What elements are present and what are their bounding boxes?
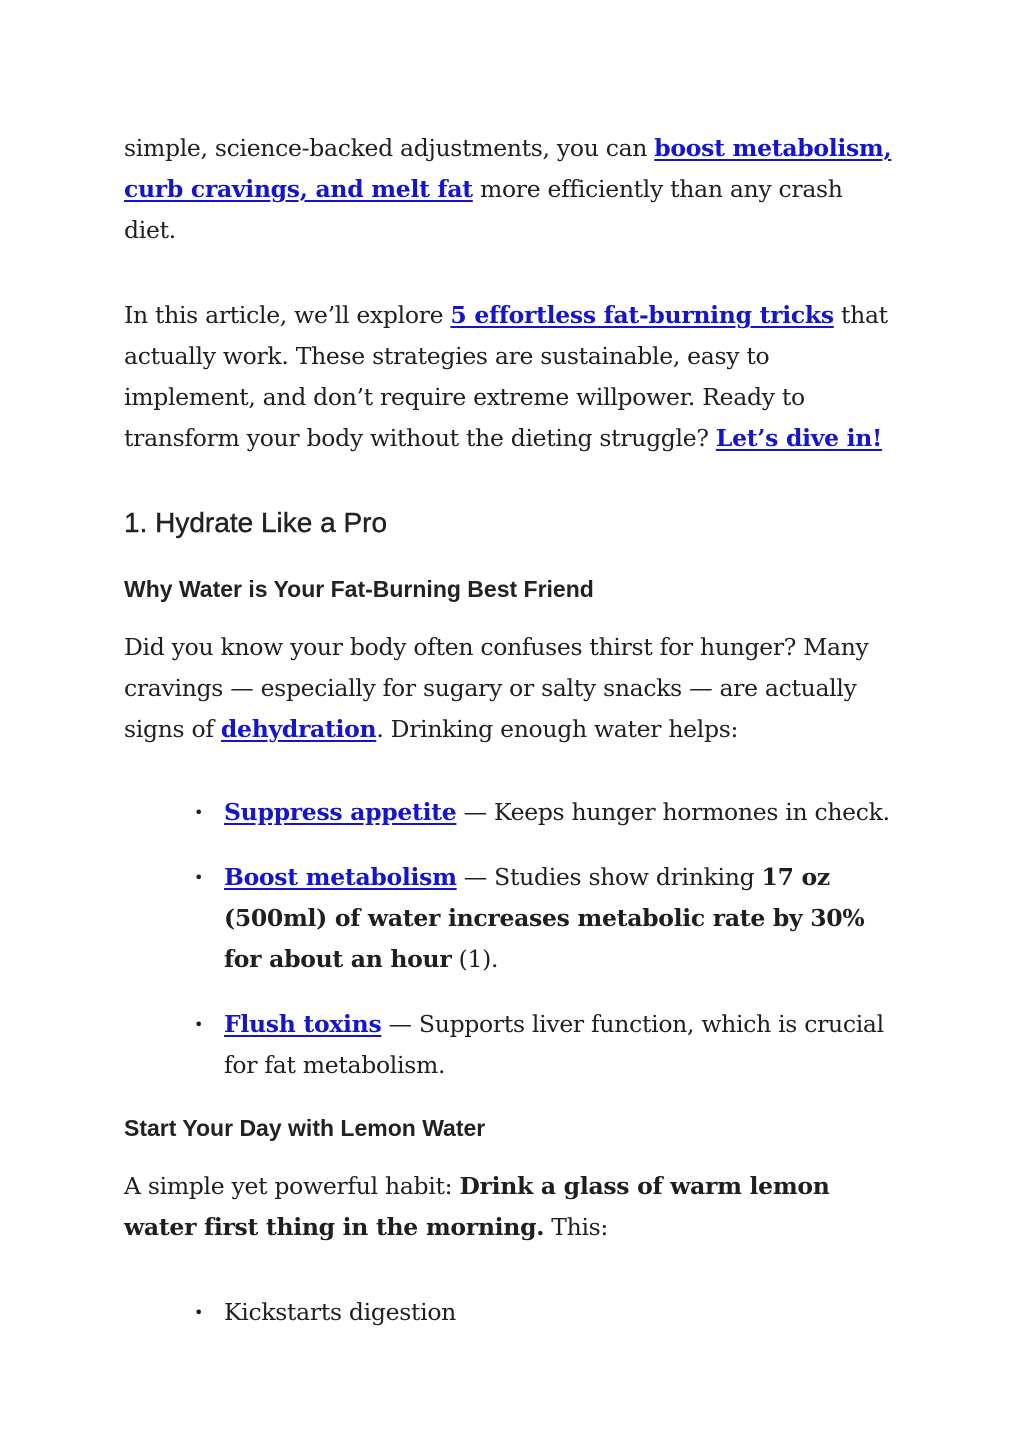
subheading-water-friend: Why Water is Your Fat-Burning Best Friend (124, 576, 594, 602)
list-item-text: — Supports liver function, which is crucial for fat metabolism. (224, 1010, 884, 1079)
water-text-1: Did you know your body often confuses thirst for hunger? Many cravings — especially for sugary or salty snacks — are actually signs of (124, 633, 869, 743)
lemon-paragraph (124, 1166, 894, 1248)
boost-metabolism-link[interactable]: boost metabolism, curb cravings, and melt fat (124, 134, 892, 203)
section-heading-hydrate: 1. Hydrate Like a Pro (124, 507, 388, 538)
fat-burning-tricks-link[interactable]: 5 effortless fat-burning tricks (450, 301, 834, 329)
suppress-appetite-link[interactable]: Suppress appetite (224, 798, 457, 826)
intro-text-1: simple, science-backed adjustments, you can (124, 134, 655, 162)
intro-text-4: that actually work. These strategies are sustainable, easy to implement, and don’t require extreme willpower. Ready to transform your body without the dieting struggle? (124, 301, 888, 452)
boost-metabolism-list-link[interactable]: Boost metabolism (224, 863, 457, 891)
list-item (194, 1292, 894, 1333)
dive-in-link[interactable]: Let’s dive in! (715, 424, 883, 452)
citation-text: (1). (451, 945, 499, 973)
lemon-benefits-list (124, 1292, 894, 1333)
lemon-bold-text: Drink a glass of warm lemon water first thing in the morning. (124, 1172, 830, 1241)
list-item-text: — Studies show drinking (456, 863, 762, 891)
bullet-icon: • (194, 1303, 204, 1322)
list-item-bold-text: 17 oz (500ml) of water increases metabolic rate by 30% for about an hour (224, 863, 865, 973)
list-item-text: Kickstarts digestion (224, 1298, 457, 1326)
list-item (194, 857, 894, 980)
lemon-text-2: This: (544, 1213, 609, 1241)
article-content (124, 128, 894, 1349)
subheading-lemon-water: Start Your Day with Lemon Water (124, 1115, 486, 1141)
list-item (194, 792, 894, 833)
intro-paragraph-1 (124, 128, 894, 251)
bullet-icon: • (194, 803, 204, 822)
intro-text-3: In this article, we’ll explore (124, 301, 451, 329)
list-item (194, 1004, 894, 1086)
water-paragraph (124, 627, 894, 750)
dehydration-link[interactable]: dehydration (220, 715, 377, 743)
flush-toxins-link[interactable]: Flush toxins (224, 1010, 382, 1038)
bullet-icon: • (194, 868, 204, 887)
water-text-2: . Drinking enough water helps: (376, 715, 739, 743)
intro-paragraph-2 (124, 295, 894, 459)
list-item-text: — Keeps hunger hormones in check. (456, 798, 890, 826)
lemon-text-1: A simple yet powerful habit: (124, 1172, 460, 1200)
intro-text-2: more efficiently than any crash diet. (124, 175, 843, 244)
bullet-icon: • (194, 1015, 204, 1034)
water-benefits-list (124, 792, 894, 1086)
